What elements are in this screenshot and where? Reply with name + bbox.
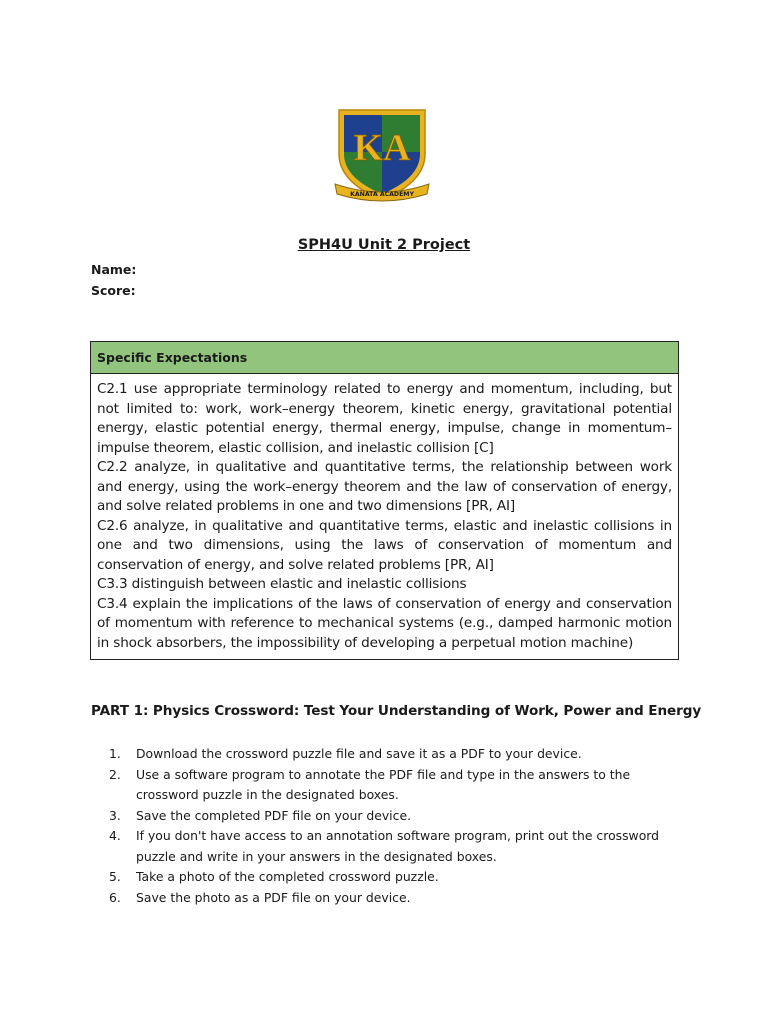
list-item [109, 826, 684, 867]
name-label: Name: [91, 262, 137, 277]
expectation-item: C2.1 use appropriate terminology related to energy and momentum, including, but not limited to: work, work–energy theorem, kinetic energy, gravitational potential energy, elastic potential energy, thermal energy, impulse, change in momentum–impulse theorem, elastic collision, and inelastic collision [C] [97, 381, 672, 456]
expectation-item: C2.2 analyze, in qualitative and quantitative terms, the relationship between work and energy, using the work–energy theorem and the law of conservation of energy, and solve related problems in one and two dimensions [PR, AI] [97, 459, 672, 514]
logo-initials: KA [353, 127, 411, 169]
specific-expectations-table [90, 341, 679, 660]
kanata-academy-logo [333, 104, 431, 204]
step-number: 5. [109, 869, 121, 884]
step-number: 4. [109, 828, 121, 843]
score-label: Score: [91, 283, 136, 298]
step-text: If you don't have access to an annotation software program, print out the crossword puzzle and write in your answers in the designated boxes. [136, 828, 660, 864]
list-item [109, 765, 684, 806]
step-text: Download the crossword puzzle file and save it as a PDF to your device. [136, 746, 582, 761]
step-text: Save the photo as a PDF file on your device. [136, 889, 411, 905]
page-title: SPH4U Unit 2 Project [297, 237, 471, 253]
expectations-body [91, 374, 678, 659]
list-item [109, 867, 684, 888]
list-item [109, 888, 684, 909]
list-item [109, 806, 684, 827]
part1-steps-list [109, 744, 684, 908]
part1-heading: PART 1: Physics Crossword: Test Your Understanding of Work, Power and Energy [91, 703, 702, 719]
expectation-item: C3.4 explain the implications of the laws of conservation of energy and conservation of momentum with reference to mechanical systems (e.g., damped harmonic motion in shock absorbers, the impossibility of developing a perpetual motion machine) [97, 595, 672, 651]
step-number: 1. [109, 746, 121, 761]
expectation-item: C3.3 distinguish between elastic and inelastic collisions [97, 576, 467, 592]
list-item [109, 744, 684, 765]
step-number: 3. [109, 807, 121, 823]
step-text: Save the completed PDF file on your device. [136, 807, 412, 823]
step-number: 6. [109, 889, 121, 905]
step-text: Use a software program to annotate the PDF file and type in the answers to the crossword puzzle in the designated boxes. [136, 766, 631, 802]
step-text: Take a photo of the completed crossword puzzle. [136, 869, 439, 884]
logo-banner-text: KANATA ACADEMY [350, 191, 414, 198]
step-number: 2. [109, 766, 121, 782]
expectation-item: C2.6 analyze, in qualitative and quantitative terms, elastic and inelastic collisions in one and two dimensions, using the laws of conservation of momentum and conservation of energy, and solve related problems [PR, AI] [97, 517, 672, 573]
expectations-header: Specific Expectations [91, 342, 678, 374]
